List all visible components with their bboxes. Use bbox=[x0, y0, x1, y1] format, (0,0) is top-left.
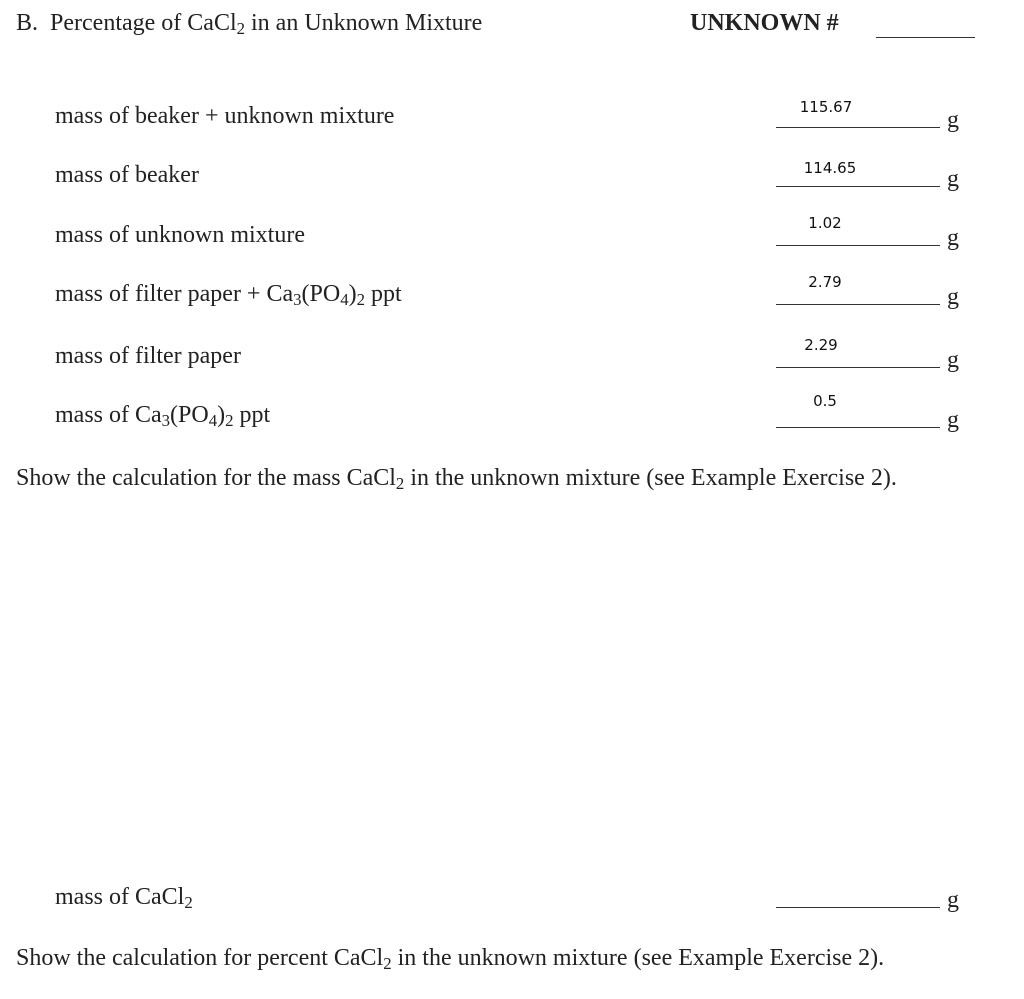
value-filter-plus-ppt: 2.79 bbox=[808, 273, 842, 291]
answer-line-ppt bbox=[776, 427, 940, 428]
work-area-mass-calculation[interactable] bbox=[16, 510, 1006, 860]
answer-line-mass-cacl2[interactable] bbox=[776, 907, 940, 908]
section-title-text: Percentage of CaCl$_2$ in an Unknown Mixture bbox=[50, 10, 483, 39]
answer-line-filter-plus-ppt bbox=[776, 304, 940, 305]
row-label-ppt: mass of $Ca_3(PO_4)_2$ ppt bbox=[55, 402, 271, 431]
calc-prompt-percent-cacl2: Show the calculation for percent CaCl$_2$ in the unknown mixture (see Example Exercise 2). bbox=[16, 945, 885, 974]
unknown-number-label: UNKNOWN # bbox=[690, 10, 839, 36]
row-label-beaker-plus-mixture: mass of beaker + unknown mixture bbox=[55, 103, 395, 129]
row-label-unknown-mixture: mass of unknown mixture bbox=[55, 222, 305, 248]
section-letter: B. bbox=[16, 10, 39, 36]
section-title bbox=[16, 10, 482, 37]
unit-beaker: g bbox=[947, 166, 959, 192]
unit-filter-plus-ppt: g bbox=[947, 284, 959, 310]
value-filter-paper: 2.29 bbox=[804, 336, 838, 354]
value-beaker-plus-mixture: 115.67 bbox=[799, 98, 853, 116]
unit-beaker-plus-mixture: g bbox=[947, 107, 959, 133]
row-label-mass-cacl2: mass of CaCl$_2$ bbox=[55, 884, 193, 913]
answer-line-filter-paper bbox=[776, 367, 940, 368]
answer-line-beaker-plus-mixture bbox=[776, 127, 940, 128]
unit-ppt: g bbox=[947, 407, 959, 433]
value-beaker: 114.65 bbox=[803, 159, 857, 177]
row-label-filter-paper: mass of filter paper bbox=[55, 343, 241, 369]
calc-prompt-mass-cacl2: Show the calculation for the mass CaCl$_2$ in the unknown mixture (see Example Exercise 2). bbox=[16, 465, 897, 494]
answer-line-unknown-mixture bbox=[776, 245, 940, 246]
unit-unknown-mixture: g bbox=[947, 225, 959, 251]
row-label-beaker: mass of beaker bbox=[55, 162, 199, 188]
value-unknown-mixture: 1.02 bbox=[808, 214, 842, 232]
value-ppt: 0.5 bbox=[813, 392, 837, 410]
unit-mass-cacl2: g bbox=[947, 887, 959, 913]
unknown-number-line bbox=[876, 37, 975, 38]
row-label-filter-plus-ppt: mass of filter paper + $Ca_3(PO_4)_2$ ppt bbox=[55, 281, 402, 310]
answer-line-beaker bbox=[776, 186, 940, 187]
unit-filter-paper: g bbox=[947, 347, 959, 373]
